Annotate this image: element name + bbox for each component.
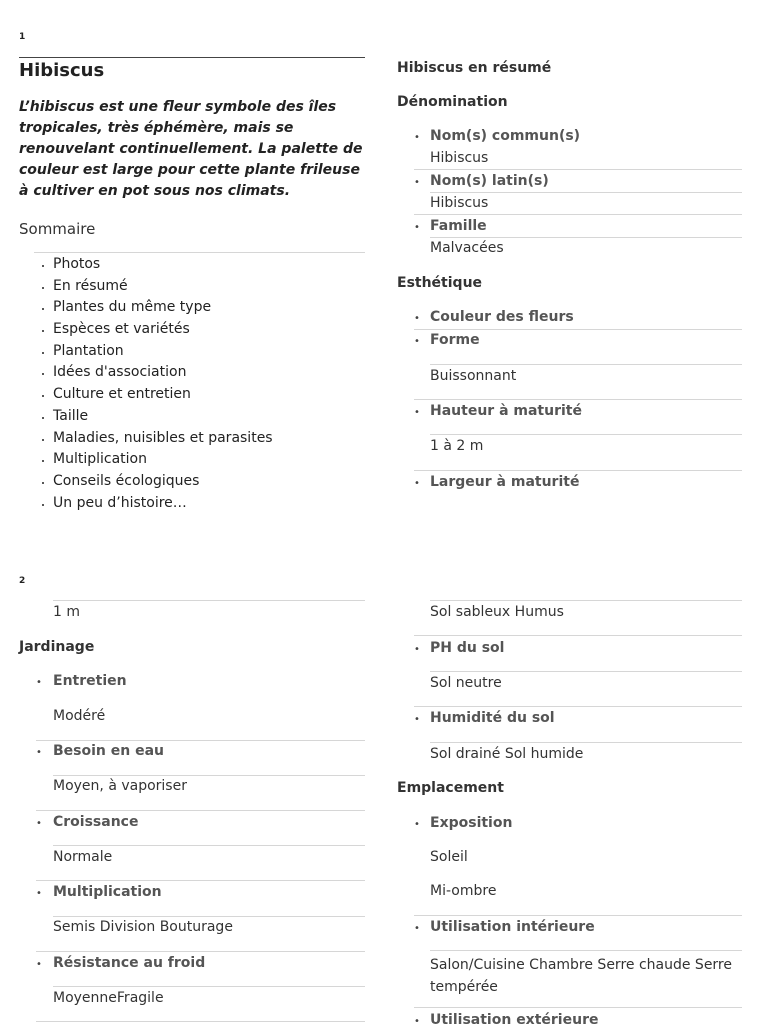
divider (414, 329, 742, 330)
water-need-label: Besoin en eau (53, 743, 165, 759)
divider (414, 399, 742, 400)
latin-name-label: Nom(s) latin(s) (430, 173, 549, 189)
bullet: • (414, 478, 420, 489)
growth-label: Croissance (53, 814, 139, 830)
soil-humidity-label: Humidité du sol (430, 710, 555, 726)
exposure-value-sun: Soleil (430, 849, 468, 865)
bullet: • (36, 747, 42, 758)
divider (36, 880, 365, 881)
divider (414, 169, 742, 170)
soil-ph-label: PH du sol (430, 640, 505, 656)
divider (53, 986, 365, 987)
bullet: • (414, 132, 420, 143)
page-number: 1 (19, 32, 26, 42)
divider (414, 1007, 742, 1008)
divider (414, 214, 742, 215)
summary-list (34, 254, 273, 514)
width-label: Largeur à maturité (430, 474, 580, 490)
cold-resistance-value: MoyenneFragile (53, 990, 164, 1006)
bullet: • (36, 959, 42, 970)
bullet: • (414, 407, 420, 418)
summary-link-history[interactable]: • Un peu d’histoire… (53, 493, 273, 515)
divider (414, 706, 742, 707)
summary-heading: Hibiscus en résumé (397, 60, 552, 76)
divider (430, 192, 742, 193)
summary-link-same-type[interactable]: • Plantes du même type (53, 297, 273, 319)
summary-label: Sommaire (19, 220, 96, 238)
divider (36, 810, 365, 811)
divider (430, 237, 742, 238)
summary-link-eco-tips[interactable]: • Conseils écologiques (53, 471, 273, 493)
common-name-label: Nom(s) commun(s) (430, 128, 581, 144)
divider (414, 635, 742, 636)
maintenance-value: Modéré (53, 708, 106, 724)
section-denomination: Dénomination (397, 94, 508, 110)
summary-link-diseases[interactable]: • Maladies, nuisibles et parasites (53, 428, 273, 450)
propagation-label: Multiplication (53, 884, 162, 900)
summary-link-association[interactable]: • Idées d'association (53, 362, 273, 384)
title-rule (19, 57, 365, 58)
summary-link-pruning[interactable]: • Taille (53, 406, 273, 428)
bullet: • (414, 177, 420, 188)
bullet: • (36, 818, 42, 829)
divider (414, 470, 742, 471)
divider (430, 742, 742, 743)
bullet: • (414, 644, 420, 655)
bullet: • (414, 222, 420, 233)
bullet: • (36, 888, 42, 899)
exposure-label: Exposition (430, 815, 513, 831)
cold-resistance-label: Résistance au froid (53, 955, 206, 971)
summary-link-resume[interactable]: • En résumé (53, 276, 273, 298)
width-value: 1 m (53, 604, 80, 620)
bullet: • (414, 1016, 420, 1027)
summary-link-species[interactable]: • Espèces et variétés (53, 319, 273, 341)
bullet: • (36, 677, 42, 688)
divider (430, 600, 742, 601)
summary-link-care[interactable]: • Culture et entretien (53, 384, 273, 406)
page-title: Hibiscus (19, 60, 105, 81)
height-label: Hauteur à maturité (430, 403, 582, 419)
bullet: • (414, 714, 420, 725)
soil-type-value: Sol sableux Humus (430, 604, 564, 620)
divider (53, 916, 365, 917)
divider (53, 845, 365, 846)
bullet: • (414, 923, 420, 934)
water-need-value: Moyen, à vaporiser (53, 778, 187, 794)
divider (53, 600, 365, 601)
indoor-use-value: Salon/Cuisine Chambre Serre chaude Serre tempérée (430, 957, 732, 995)
lead-paragraph: L’hibiscus est une fleur symbole des îles tropicales, très éphémère, mais se renouvelant continuellement. La palette de couleur est large pour cette plante frileuse à cultiver en pot sous nos climats. (19, 99, 363, 199)
maintenance-label: Entretien (53, 673, 127, 689)
form-value: Buissonnant (430, 368, 517, 384)
divider (414, 915, 742, 916)
growth-value: Normale (53, 849, 113, 865)
flower-color-label: Couleur des fleurs (430, 309, 574, 325)
form-label: Forme (430, 332, 480, 348)
height-value: 1 à 2 m (430, 438, 484, 454)
family-value: Malvacées (430, 240, 504, 256)
divider (36, 1021, 365, 1022)
divider (430, 950, 742, 951)
exposure-value-half-shade: Mi-ombre (430, 883, 497, 899)
bullet: • (414, 313, 420, 324)
latin-name-value: Hibiscus (430, 195, 489, 211)
section-esthetique: Esthétique (397, 275, 483, 291)
summary-link-photos[interactable]: • Photos (53, 254, 273, 276)
section-emplacement: Emplacement (397, 780, 504, 796)
propagation-value: Semis Division Bouturage (53, 919, 233, 935)
family-label: Famille (430, 218, 487, 234)
page-number: 2 (19, 576, 26, 586)
summary-link-propagation[interactable]: • Multiplication (53, 449, 273, 471)
summary-link-planting[interactable]: • Plantation (53, 341, 273, 363)
outdoor-use-label: Utilisation extérieure (430, 1012, 599, 1028)
divider (430, 364, 742, 365)
soil-humidity-value: Sol drainé Sol humide (430, 746, 584, 762)
divider (430, 434, 742, 435)
summary-rule (34, 252, 365, 253)
bullet: • (414, 819, 420, 830)
section-jardinage: Jardinage (19, 639, 95, 655)
indoor-use-label: Utilisation intérieure (430, 919, 595, 935)
divider (53, 775, 365, 776)
divider (36, 740, 365, 741)
divider (430, 671, 742, 672)
divider (36, 951, 365, 952)
soil-ph-value: Sol neutre (430, 675, 502, 691)
common-name-value: Hibiscus (430, 150, 489, 166)
bullet: • (414, 336, 420, 347)
